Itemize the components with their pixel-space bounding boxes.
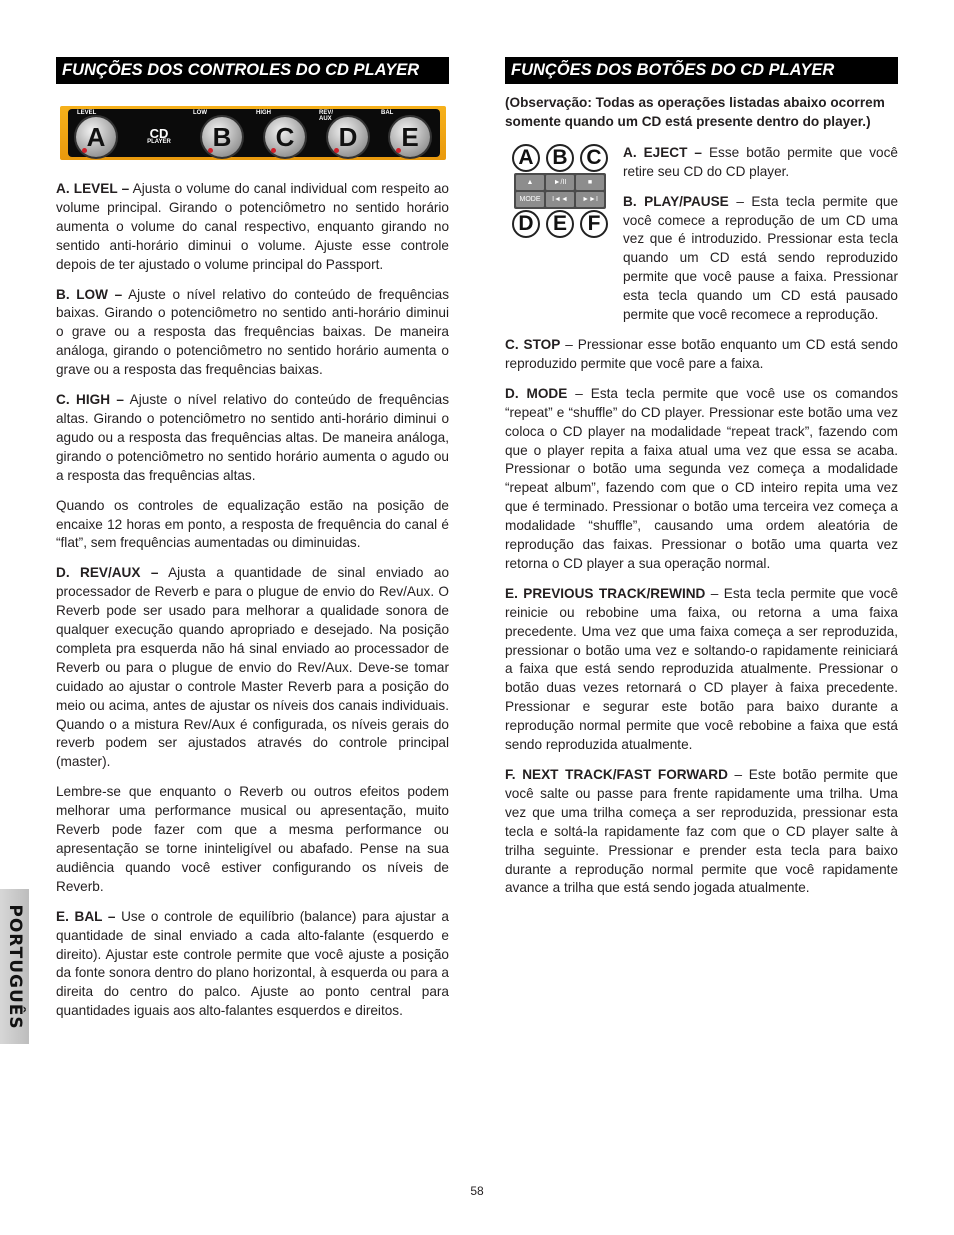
letter-a: A [512, 144, 540, 172]
play-pause-paragraph: B. PLAY/PAUSE – Esta tecla permite que você comece a reprodução de um CD uma vez que é introduzido. Pressionar esta tecla quando um CD está sendo reproduzido permite que você pause a faixa. Pressionar esta tecla quando um CD está pausado permite que você recomece a reprodução. [623, 193, 899, 323]
level-knob: A [76, 117, 116, 157]
next-track-icon: ►►I [576, 192, 604, 207]
buttons-section-header: FUNÇÕES DOS BOTÕES DO CD PLAYER [505, 57, 898, 84]
level-knob-group [74, 109, 134, 157]
rev-aux-paragraph: D. REV/AUX – Ajusta a quantidade de sinal enviado ao processador de Reverb e para o plugue de envio do Rev/Aux. O Reverb pode ser usado para melhorar a qualidade sonora de qualquer execução quando apropriado e desejado. Na posição completa pra esquerda não há sinal enviado ao processador de Reverb ou para o plugue de envio do Rev/Aux. Deve-se tomar cuidado ao ajustar o controle Master Reverb para a posição do meio ou acima, antes de ajustar os níveis dos canais individuais. Quando o a mistura Rev/Aux é configurada, os níveis gerais do reverb podem ser ajustados através do controle principal (master). [56, 565, 450, 770]
low-knob: B [202, 117, 242, 157]
player-label: PLAYER [147, 139, 171, 145]
previous-track-icon: I◄◄ [546, 192, 574, 207]
bal-knob-group [378, 109, 438, 157]
next-track-paragraph: F. NEXT TRACK/FAST FORWARD – Este botão permite que você salte ou passe para frente rapidamente uma trilha. Uma vez que uma trilha começa a ser reproduzida, pressionar esta tecla e soltá-la rapidamente faz com que o CD player salte à trilha seguinte. Pressionar e prender esta tecla para baixo durante a reprodução normal permite que você rapidamente avance a trilha que está sendo jogada atualmente. [505, 767, 898, 896]
low-paragraph: B. LOW – Ajuste o nível relativo do conteúdo de frequências baixas. Girando o potenciômetro no sentido anti-horário diminui o grave ou a resposta das frequências baixas. De maneira análoga, girando o potenciômetro no sentido horário aumenta o grave ou a resposta das frequências baixas. [56, 286, 449, 378]
reverb-reminder-paragraph: Lembre-se que enquanto o Reverb ou outros efeitos podem melhorar uma performance musical ou apresentação, muito Reverb pode fazer com que a mesma performance ou apresentação se torne ininteligível ou abafado. Pense na sua audiência quando você estiver configurando os níveis de Reverb. [56, 784, 449, 894]
observation-note: (Observação: Todas as operações listadas abaixo ocorrem somente quando um CD está presente dentro do player.) [505, 95, 885, 129]
knob-label: HIGH [256, 110, 271, 116]
knob-label: LEVEL [77, 110, 97, 116]
page-number: 58 [470, 1184, 484, 1198]
eq-position-paragraph: Quando os controles de equalização estão na posição de encaixe 12 horas em ponto, a resposta de frequência do canal é “flat”, sem frequências aumentadas ou diminuidas. [56, 497, 449, 551]
high-knob-group [253, 109, 313, 157]
knob-label: REV/ AUX [319, 110, 334, 122]
eject-icon: ▲ [516, 175, 544, 190]
panel-bottom-letters [512, 210, 608, 238]
rev-aux-knob-group [316, 109, 376, 157]
bal-paragraph: E. BAL – Use o controle de equilíbrio (balance) para ajustar a quantidade de sinal enviado a cada alto-falante (esquerdo e direito). Ajustar este controle permite que você ajuste a posição da fonte sonora dentro do plano horizontal, à esquerda ou para a direita do centro do palco. Ajuste ao ponto central para quantidades iguais aos alto-falantes esquerdos e direitos. [56, 908, 449, 1019]
language-label: PORTUGUÊS [4, 903, 25, 1030]
stop-paragraph: C. STOP – Pressionar esse botão enquanto um CD está sendo reproduzido permite que você pare a faixa. [505, 336, 898, 371]
previous-track-paragraph: E. PREVIOUS TRACK/REWIND – Esta tecla permite que você reinicie ou rebobine uma faixa, ou retorna a uma faixa precedente. Uma vez que uma faixa começa a ser reproduzida, pressionar o botão uma vez e soltando-o rapidamente reiniciará a faixa que está sendo reproduzida atualmente. Pressionar o botão duas vezes retornará o CD player à faixa precedente. Pressionar e segurar este botão para baixo durante a reprodução normal permite que você rebobine a faixa que está sendo reproduzida atualmente. [505, 585, 899, 753]
rev-aux-knob: D [328, 117, 368, 157]
letter-e: E [546, 210, 574, 238]
play-pause-icon: ►/II [546, 175, 574, 190]
knob-label: BAL [381, 110, 394, 116]
letter-d: D [512, 210, 540, 238]
cd-button-panel-image [512, 144, 608, 240]
knob-label: LOW [193, 110, 207, 116]
high-knob: C [265, 117, 305, 157]
letter-c: C [580, 144, 608, 172]
cd-label: CD [149, 126, 169, 141]
left-column [56, 57, 449, 1032]
cd-control-strip-image [60, 106, 446, 160]
cd-player-badge [136, 126, 182, 145]
panel-buttons [514, 173, 606, 209]
level-paragraph: A. LEVEL – Ajusta o volume do canal individual com respeito ao volume principal. Girando o potenciômetro no sentido horário aumenta o volume do canal respectivo, enquanto girando no sentido anti-horário diminui o volume. Ajuste esse controle depois de ter ajustado o volume principal do Passport. [56, 181, 449, 272]
bal-knob: E [390, 117, 430, 157]
eject-paragraph: A. EJECT – Esse botão permite que você retire seu CD do CD player. [623, 144, 898, 179]
right-column [505, 57, 898, 909]
panel-top-letters [512, 144, 608, 172]
letter-b: B [546, 144, 574, 172]
button-description-block [505, 144, 898, 325]
controls-section-header: FUNÇÕES DOS CONTROLES DO CD PLAYER [56, 57, 449, 84]
language-side-tab [0, 889, 29, 1044]
mode-paragraph: D. MODE – Esta tecla permite que você use os comandos “repeat” e “shuffle” do CD player. Pressionar este botão uma vez coloca o CD player na modalidade “repeat track”, fazendo com que o player repita a faixa atual uma vez que essa se acaba. Pressionar o botão uma segunda vez começa a modalidade “repeat album”, fazendo com que o CD inteiro repita uma vez que é terminado. Pressionar o botão uma terceira vez começa a modalidade “shuffle”, causando uma ordem aleatória de reprodução das faixas. Pressionar o botão uma quarta vez retorna o CD player a sua operação normal. [505, 385, 899, 571]
mode-button-label: MODE [516, 192, 544, 207]
low-knob-group [190, 109, 250, 157]
high-paragraph: C. HIGH – Ajuste o nível relativo do conteúdo de frequências altas. Girando o potenciômetro no sentido anti-horário diminui o agudo ou a resposta das frequências altas. De maneira análoga, girando o potenciômetro no sentido horário aumenta o agudo ou a resposta das frequências altas. [56, 392, 449, 483]
stop-icon: ■ [576, 175, 604, 190]
letter-f: F [580, 210, 608, 238]
